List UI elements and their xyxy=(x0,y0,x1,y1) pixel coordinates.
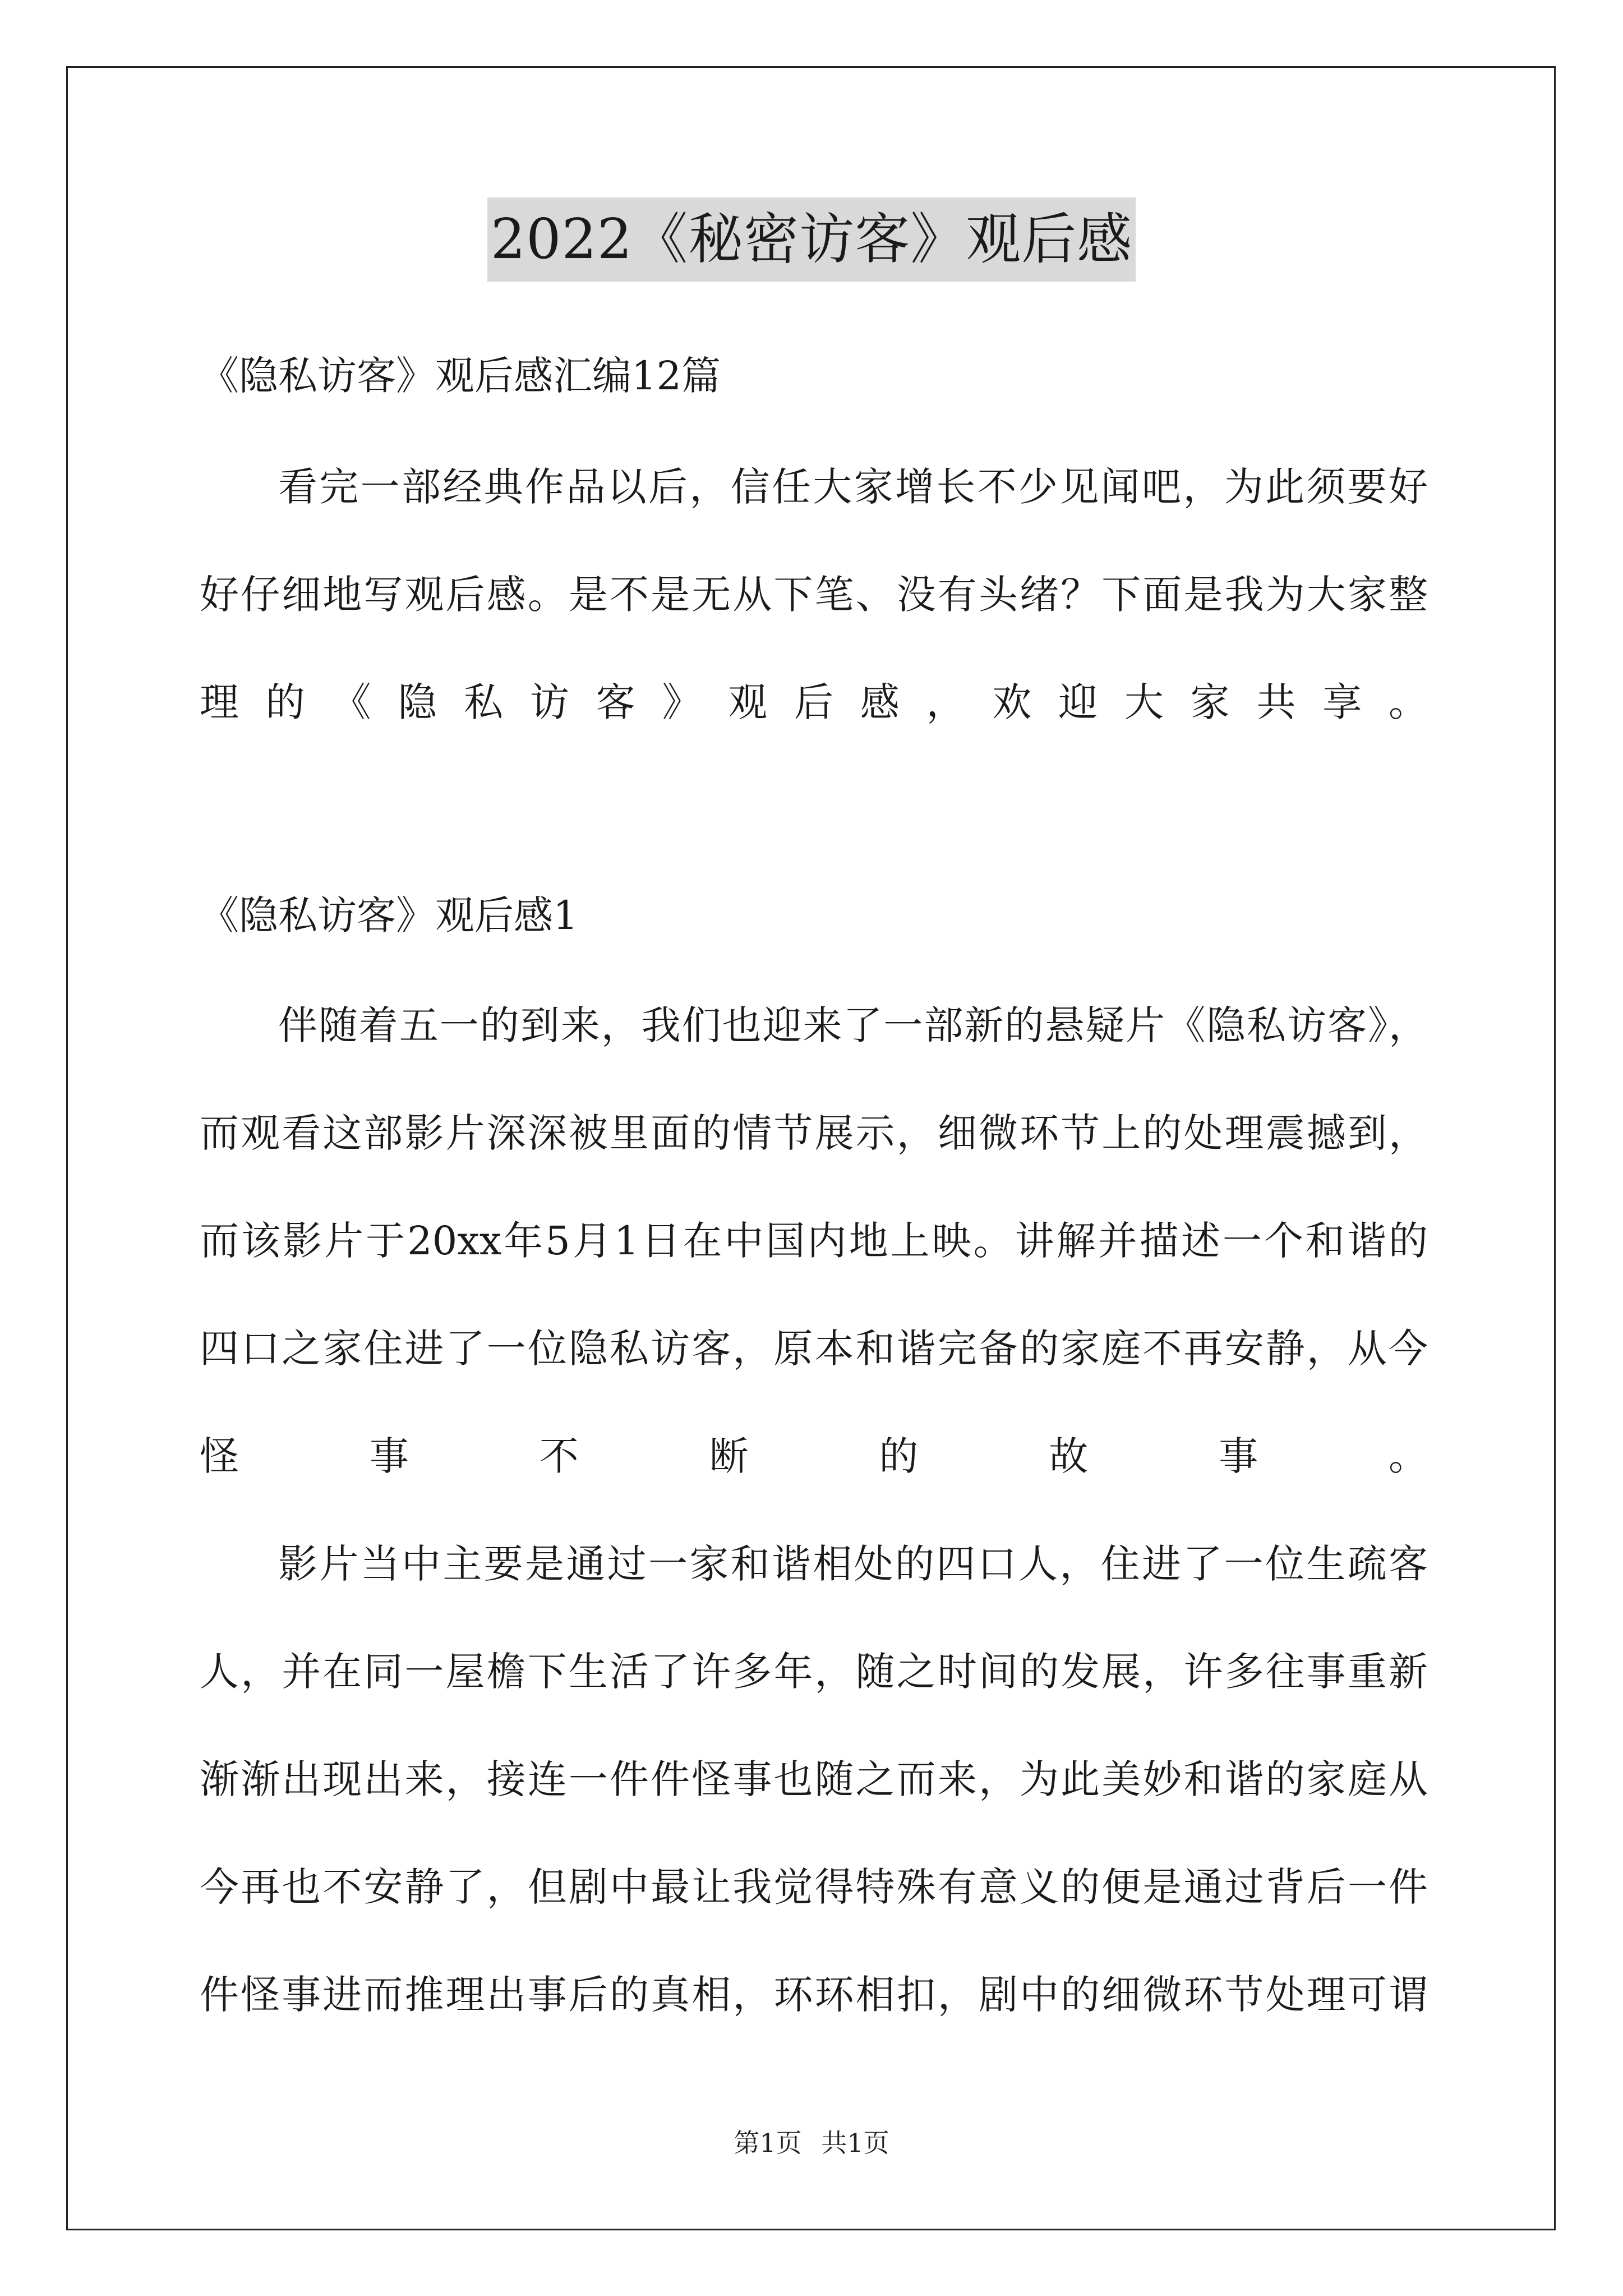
para1-line-4: 四口之家住进了一位隐私访客，原本和谐完备的家庭不再安静，从今 xyxy=(200,1326,1428,1372)
para2-line-1: 影片当中主要是通过一家和谐相处的四口人，住进了一位生疏客 xyxy=(278,1541,1428,1587)
section-heading: 《隐私访客》观后感1 xyxy=(200,892,578,938)
para1-line-1: 伴随着五一的到来，我们也迎来了一部新的悬疑片《隐私访客》， xyxy=(278,1002,1428,1048)
title-container xyxy=(0,197,1623,282)
page-footer xyxy=(0,2126,1623,2160)
intro-line-2: 好仔细地写观后感。是不是无从下笔、没有头绪？下面是我为大家整 xyxy=(200,572,1428,618)
subtitle: 《隐私访客》观后感汇编12篇 xyxy=(200,353,721,399)
page-number-total: 共1页 xyxy=(821,2128,889,2158)
intro-line-1: 看完一部经典作品以后，信任大家增长不少见闻吧，为此须要好 xyxy=(278,464,1428,510)
para1-line-3: 而该影片于20xx年5月1日在中国内地上映。讲解并描述一个和谐的 xyxy=(200,1218,1428,1264)
para1-line-5: 怪事不断的故事。 xyxy=(200,1433,1428,1479)
para2-line-5: 件怪事进而推理出事后的真相，环环相扣，剧中的细微环节处理可谓 xyxy=(200,1972,1428,2018)
para2-line-4: 今再也不安静了，但剧中最让我觉得特殊有意义的便是通过背后一件 xyxy=(200,1864,1428,1910)
para2-line-3: 渐渐出现出来，接连一件件怪事也随之而来，为此美妙和谐的家庭从 xyxy=(200,1756,1428,1802)
para1-line-2: 而观看这部影片深深被里面的情节展示，细微环节上的处理震撼到， xyxy=(200,1110,1428,1156)
page-number-current: 第1页 xyxy=(734,2128,802,2158)
intro-line-3: 理的《隐私访客》观后感，欢迎大家共享。 xyxy=(200,679,1428,725)
para2-line-2: 人，并在同一屋檐下生活了许多年，随之时间的发展，许多往事重新 xyxy=(200,1649,1428,1695)
document-title: 2022《秘密访客》观后感 xyxy=(487,197,1136,282)
